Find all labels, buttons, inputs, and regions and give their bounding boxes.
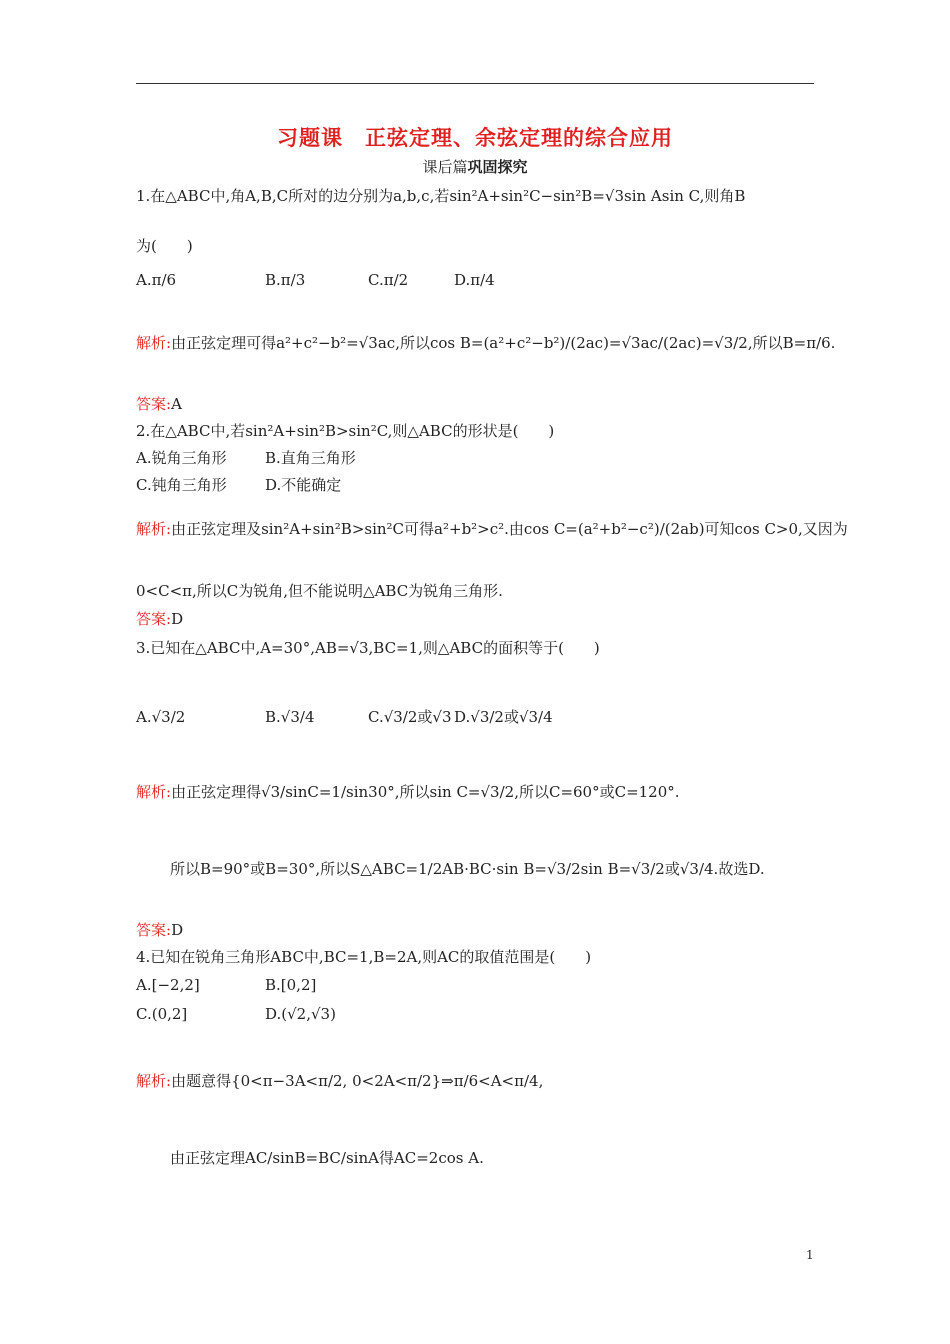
q4-analysis-cont: 由正弦定理AC/sinB=BC/sinA得AC=2cos A. <box>170 1149 484 1167</box>
q1-analysis-text: 由正弦定理可得a²+c²−b²=√3ac,所以cos B=(a²+c²−b²)/(2ac)=√3ac/(2ac)=√3/2,所以B=π/6. <box>171 334 836 352</box>
page-number: 1 <box>806 1248 814 1262</box>
q2-answer-label: 答案: <box>136 610 172 628</box>
q3-option-b: B.√3/4 <box>265 708 315 726</box>
q1-answer-value: A <box>171 395 182 413</box>
q3-answer-label: 答案: <box>136 921 172 939</box>
subtitle-prefix: 课后篇 <box>422 158 468 176</box>
q2-analysis-label: 解析: <box>136 520 172 538</box>
q3-analysis-label: 解析: <box>136 783 172 801</box>
q4-analysis <box>136 1071 543 1091</box>
q4-option-d: D.(√2,√3) <box>265 1005 336 1023</box>
q2-option-a: A.锐角三角形 <box>136 449 227 467</box>
q2-option-b: B.直角三角形 <box>265 449 356 467</box>
q3-option-d: D.√3/2或√3/4 <box>454 708 553 726</box>
q2-analysis <box>136 519 848 539</box>
q3-analysis-text: 由正弦定理得√3/sinC=1/sin30°,所以sin C=√3/2,所以C=60°或C=120°. <box>171 783 680 801</box>
q1-analysis-label: 解析: <box>136 334 172 352</box>
q1-option-b: B.π/3 <box>265 271 306 289</box>
q2-answer <box>136 609 183 629</box>
q2-answer-value: D <box>171 610 184 628</box>
q2-option-d: D.不能确定 <box>265 476 342 494</box>
q3-stem: 3.已知在△ABC中,A=30°,AB=√3,BC=1,则△ABC的面积等于( ) <box>136 639 600 657</box>
q2-stem: 2.在△ABC中,若sin²A+sin²B>sin²C,则△ABC的形状是( ) <box>136 422 555 440</box>
q4-option-b: B.[0,2] <box>265 976 317 994</box>
q1-option-a: A.π/6 <box>136 271 177 289</box>
q4-option-a: A.[−2,2] <box>136 976 200 994</box>
q3-option-a: A.√3/2 <box>136 708 186 726</box>
page-title: 习题课 正弦定理、余弦定理的综合应用 <box>277 125 673 150</box>
q1-answer <box>136 394 182 414</box>
q3-option-c: C.√3/2或√3 <box>368 708 452 726</box>
q1-stem-cont: 为( ) <box>136 237 193 255</box>
q1-stem: 1.在△ABC中,角A,B,C所对的边分别为a,b,c,若sin²A+sin²C−sin²B=√3sin Asin C,则角B <box>136 187 746 205</box>
subtitle-bold: 巩固探究 <box>467 158 528 176</box>
q4-stem: 4.已知在锐角三角形ABC中,BC=1,B=2A,则AC的取值范围是( ) <box>136 948 592 966</box>
q1-option-d: D.π/4 <box>454 271 495 289</box>
q3-analysis <box>136 782 680 802</box>
q2-analysis-cont: 0<C<π,所以C为锐角,但不能说明△ABC为锐角三角形. <box>136 582 503 600</box>
q1-analysis <box>136 333 835 353</box>
q2-option-c: C.钝角三角形 <box>136 476 227 494</box>
q4-option-c: C.(0,2] <box>136 1005 188 1023</box>
q1-option-c: C.π/2 <box>368 271 409 289</box>
header-rule <box>136 83 814 84</box>
q3-answer <box>136 920 183 940</box>
q1-answer-label: 答案: <box>136 395 172 413</box>
q4-analysis-text: 由题意得{0<π−3A<π/2, 0<2A<π/2}⇒π/6<A<π/4, <box>171 1072 544 1090</box>
page-subtitle <box>0 156 950 177</box>
q4-analysis-label: 解析: <box>136 1072 172 1090</box>
q3-analysis-cont: 所以B=90°或B=30°,所以S△ABC=1/2AB·BC·sin B=√3/2sin B=√3/2或√3/4.故选D. <box>170 860 765 878</box>
q2-analysis-text: 由正弦定理及sin²A+sin²B>sin²C可得a²+b²>c².由cos C=(a²+b²−c²)/(2ab)可知cos C>0,又因为 <box>171 520 848 538</box>
q3-answer-value: D <box>171 921 184 939</box>
